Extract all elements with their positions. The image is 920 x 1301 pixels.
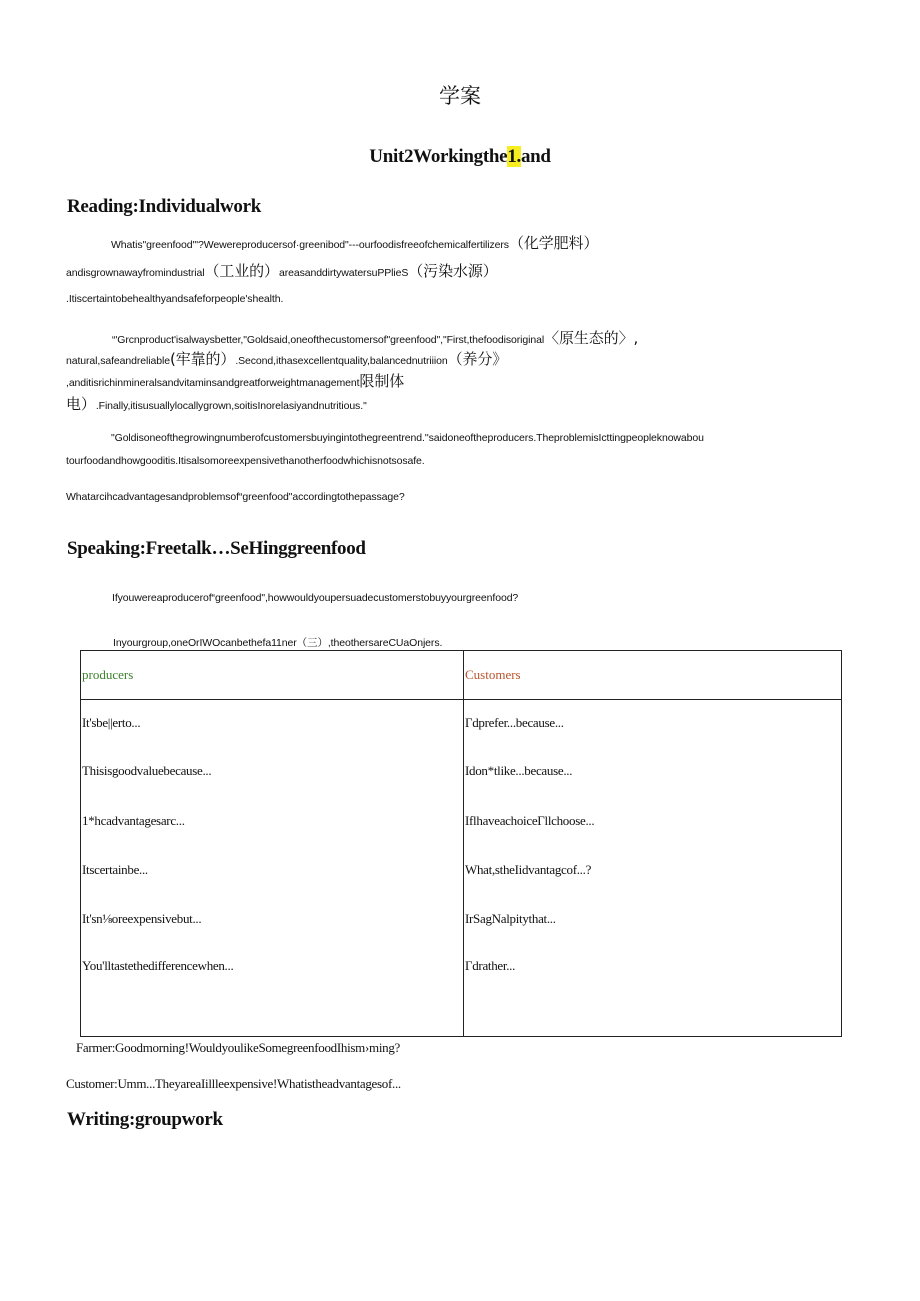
reading-p2-line3-cn: 限制体 (359, 372, 405, 390)
reading-p2-line4-text: .Finally,itisusuallylocallygrown,soitisInorelasiyandnutritious.'' (95, 400, 367, 412)
reading-p3-line1: "Goldisoneofthegrowingnumberofcustomersbuyingintothegreentrend.''saidoneoftheproducers.TheproblemisIcttingpeopleknowabou (111, 432, 704, 444)
customer-phrase: Γdprefer...because... (465, 715, 564, 730)
customer-phrase: IflhaveachoiceΓllchoose... (465, 813, 595, 828)
customer-phrase: Idon*tlike...because... (465, 763, 573, 778)
reading-p2-line1-cn: 〈原生态的〉, (544, 329, 639, 347)
unit-title-part-b: and (520, 146, 551, 167)
speaking-question-2: Inyourgroup,oneOrIWOcanbethefa11ner（三）,theothersareCUaOnjers. (113, 637, 443, 649)
reading-question: Whatarcihcadvantagesandproblemsof“greenfood"accordingtothepassage? (66, 491, 405, 503)
reading-p1-line2 (66, 260, 498, 281)
dialog-customer-line: Customer:Umm...TheyareaIillleexpensive!Whatistheadvantagesof... (66, 1076, 401, 1091)
reading-p1-line2-cn2: （污染水源） (408, 262, 498, 280)
reading-p1-line2-text: andisgrownawayfromindustrial (66, 267, 205, 279)
reading-p3-line2: tourfoodandhowgooditis.Itisalsomoreexpensivethanotherfoodwhichisnotsosafe. (66, 455, 425, 467)
dialog-farmer-line: Farmer:Goodmorning!WouldyoulikeSomegreenfoodIhism›ming? (76, 1040, 401, 1055)
reading-p1-line1-text: Whatis"greenfood'"?Wewereproducersof·greenibod"---ourfoodisfreeofchemicalfertilizers (111, 239, 509, 251)
producer-phrase: It'sbe||erto... (82, 715, 141, 730)
document-title: 学案 (439, 84, 481, 108)
reading-p2-line4 (66, 393, 367, 414)
producer-phrase: It'sn⅛oreexpensivebut... (82, 911, 202, 926)
unit-title-highlight: 1. (507, 146, 521, 167)
unit-title (0, 146, 920, 168)
customers-column-header: Customers (465, 667, 521, 682)
speaking-question-1: Ifyouwereaproducerof“greenfood",howwouldyoupersuadecustomerstobuyyourgreenfood? (112, 592, 519, 604)
reading-p2-line3 (66, 370, 404, 391)
reading-p2-line2-text-b: .Second,ithasexcellentquality,balancednutriiion (235, 355, 448, 367)
reading-p2-line3-text: ,anditisrichinmineralsandvitaminsandgreatforweightmanagement (66, 377, 360, 389)
writing-heading: Writing:groupwork (67, 1109, 223, 1130)
producers-column-header: producers (82, 667, 134, 682)
reading-p2-line4-cn: 电） (66, 395, 96, 413)
reading-p2-line1 (112, 327, 638, 348)
speaking-heading: Speaking:Freetalk…SeHinggreenfood (67, 538, 366, 559)
producer-phrase: Thisisgoodvaluebecause... (82, 763, 212, 778)
reading-p2-line2-text: natural,safeandreliable (66, 355, 170, 367)
reading-p1-line2-text-b: areasanddirtywatersuPPlieS (278, 267, 409, 279)
customer-phrase: What,stheIidvantagcof...? (465, 862, 592, 877)
reading-p2-line2-cn2: （养分》 (447, 350, 508, 368)
reading-p2-line2 (66, 348, 507, 369)
reading-p2-line2-cn1: (牢靠的） (169, 350, 236, 368)
reading-p1-line2-cn1: （工业的） (204, 262, 279, 280)
reading-p2-line1-text: “'Grcnproduct'isalwaysbetter,"Goldsaid,oneofthecustomersof"greenfood","First,thefoodisoriginal (112, 334, 545, 346)
unit-title-part-a: Unit2Workingthe (369, 146, 508, 167)
customer-phrase: Γdrather... (465, 958, 516, 973)
producer-phrase: Itscertainbe... (82, 862, 148, 877)
reading-p1-line1-cn: （化学肥料） (508, 234, 599, 252)
reading-p1-line1 (111, 232, 598, 253)
reading-heading: Reading:Individualwork (67, 196, 262, 217)
producers-header-cell (81, 651, 464, 700)
producer-phrase: 1*hcadvantagesarc... (82, 813, 185, 828)
producer-phrase: You'lltastethedifferencewhen... (82, 958, 234, 973)
reading-p1-line3: .Itiscertaintobehealthyandsafeforpeople'shealth. (66, 293, 284, 305)
phrases-table (80, 650, 842, 1037)
customer-phrase: IrSagNalpitythat... (465, 911, 556, 926)
